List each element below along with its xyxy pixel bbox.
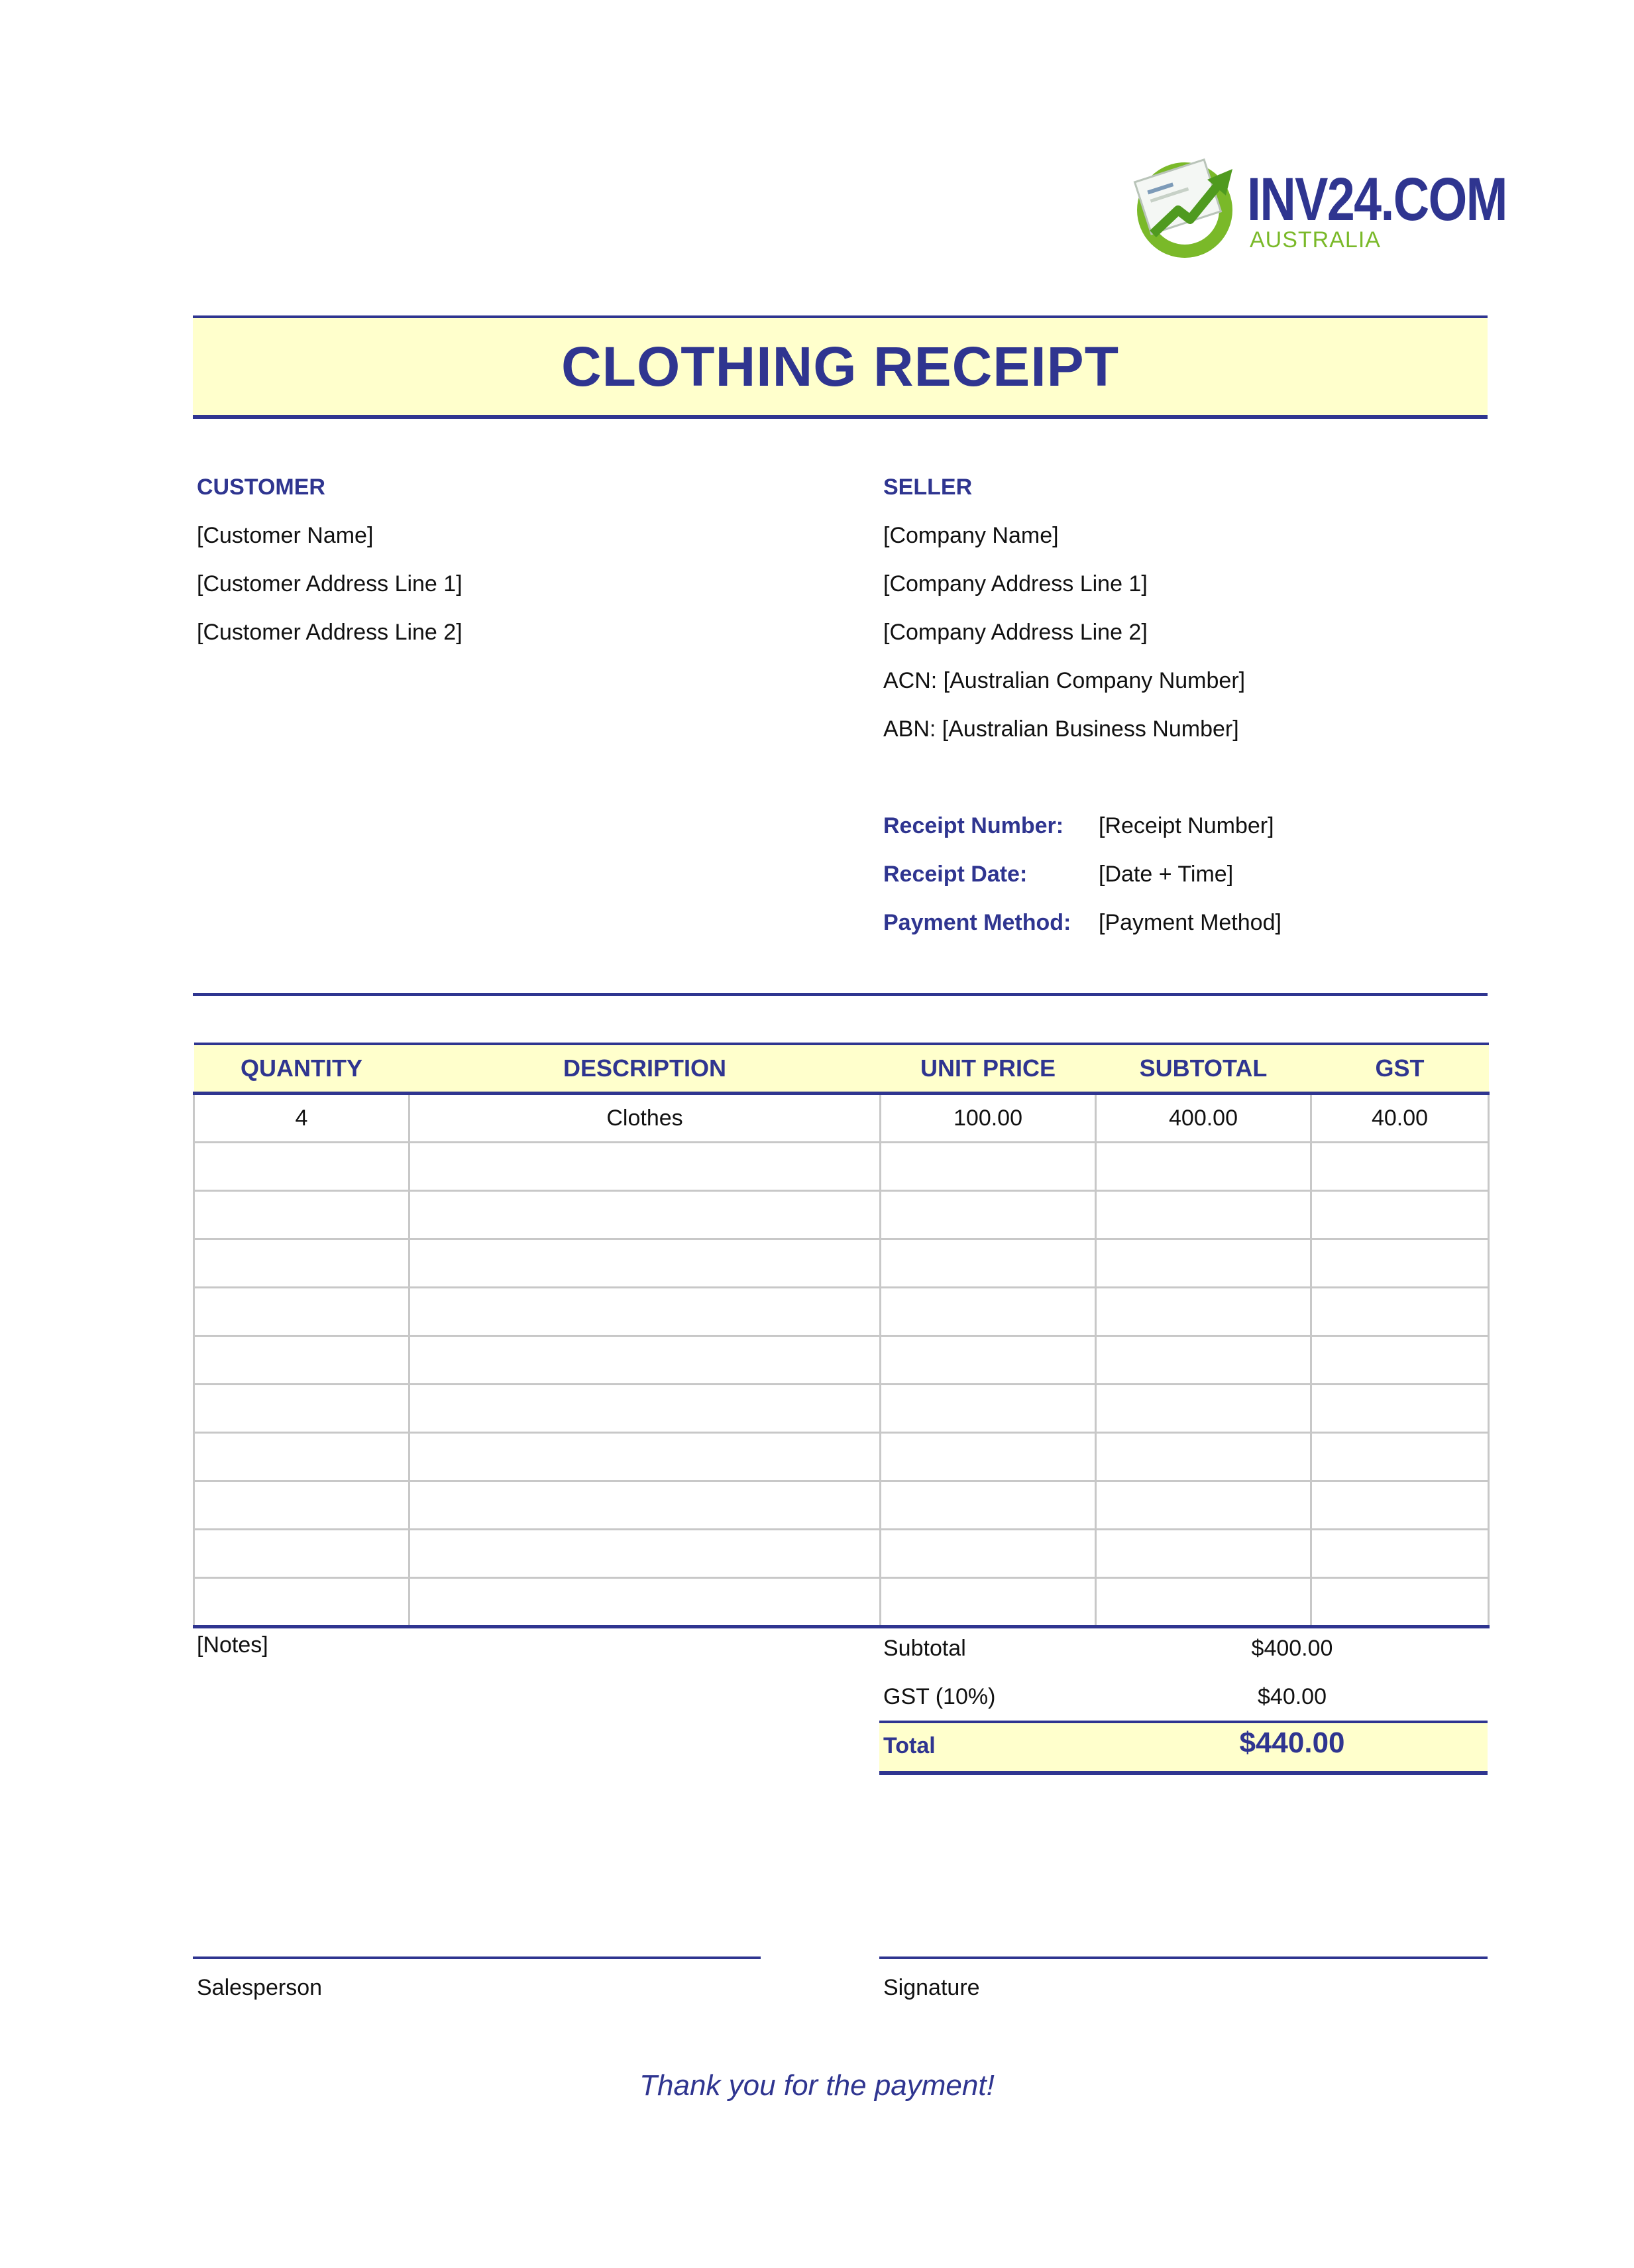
signature-label: Signature [883,1975,980,2000]
logo-wordmark: INV24.COM [1247,166,1507,233]
cell-subtotal [1096,1336,1311,1385]
cell-quantity [194,1481,409,1530]
table-row [194,1143,1489,1191]
cell-description [409,1578,881,1627]
title-band [193,315,1488,419]
gst-label: GST (10%) [883,1684,996,1709]
column-header-gst: GST [1311,1044,1489,1094]
seller-acn: ACN: [Australian Company Number] [883,668,1246,693]
seller-address-line-2: [Company Address Line 2] [883,620,1148,645]
cell-quantity: 4 [194,1094,409,1143]
customer-name: [Customer Name] [197,523,374,548]
cell-quantity [194,1530,409,1578]
cell-description [409,1481,881,1530]
cell-gst [1311,1433,1489,1481]
receipt-number-label: Receipt Number: [883,813,1064,838]
cell-subtotal [1096,1385,1311,1433]
table-row [194,1385,1489,1433]
cell-gst [1311,1336,1489,1385]
cell-gst [1311,1191,1489,1239]
seller-abn: ABN: [Australian Business Number] [883,716,1239,742]
cell-quantity [194,1385,409,1433]
cell-unit-price [881,1288,1096,1336]
table-row [194,1578,1489,1627]
cell-quantity [194,1433,409,1481]
table-row [194,1433,1489,1481]
cell-description [409,1143,881,1191]
cell-subtotal [1096,1578,1311,1627]
seller-heading: SELLER [883,475,973,500]
page-title: CLOTHING RECEIPT [561,335,1119,398]
cell-subtotal [1096,1143,1311,1191]
cell-subtotal [1096,1288,1311,1336]
signature-line [879,1956,1488,1959]
cell-unit-price [881,1336,1096,1385]
cell-gst [1311,1143,1489,1191]
cell-description [409,1191,881,1239]
cell-unit-price [881,1239,1096,1288]
table-row [194,1094,1489,1143]
cell-description [409,1239,881,1288]
cell-subtotal [1096,1481,1311,1530]
table-row [194,1336,1489,1385]
cell-unit-price [881,1578,1096,1627]
cell-gst [1311,1385,1489,1433]
cell-unit-price [881,1530,1096,1578]
cell-quantity [194,1239,409,1288]
seller-company-name: [Company Name] [883,523,1059,548]
cell-gst [1311,1481,1489,1530]
gst-value: $40.00 [1258,1684,1327,1709]
cell-description [409,1530,881,1578]
table-row [194,1288,1489,1336]
notes: [Notes] [197,1632,268,1658]
items-body [194,1094,1489,1627]
payment-method-label: Payment Method: [883,910,1071,935]
table-row [194,1239,1489,1288]
cell-subtotal [1096,1239,1311,1288]
cell-unit-price [881,1143,1096,1191]
seller-address-line-1: [Company Address Line 1] [883,571,1148,596]
cell-gst [1311,1578,1489,1627]
company-logo [1126,149,1246,262]
subtotal-value: $400.00 [1251,1636,1333,1661]
cell-quantity [194,1191,409,1239]
receipt-number-value: [Receipt Number] [1099,813,1274,838]
salesperson-line [193,1956,761,1959]
cell-unit-price [881,1191,1096,1239]
cell-unit-price: 100.00 [881,1094,1096,1143]
receipt-date-value: [Date + Time] [1099,862,1234,887]
thank-you-message: Thank you for the payment! [639,2069,995,2102]
cell-gst: 40.00 [1311,1094,1489,1143]
total-label: Total [883,1733,936,1758]
cell-quantity [194,1143,409,1191]
cell-gst [1311,1239,1489,1288]
cell-description: Clothes [409,1094,881,1143]
column-header-unit-price: UNIT PRICE [881,1044,1096,1094]
table-row [194,1481,1489,1530]
cell-subtotal: 400.00 [1096,1094,1311,1143]
customer-address-line-2: [Customer Address Line 2] [197,620,463,645]
table-row [194,1530,1489,1578]
subtotal-label: Subtotal [883,1636,966,1661]
salesperson-label: Salesperson [197,1975,323,2000]
items-table [193,1043,1490,1628]
logo-region: AUSTRALIA [1250,227,1381,253]
customer-heading: CUSTOMER [197,475,325,500]
cell-description [409,1385,881,1433]
table-row [194,1191,1489,1239]
column-header-quantity: QUANTITY [194,1044,409,1094]
cell-unit-price [881,1481,1096,1530]
cell-description [409,1433,881,1481]
cell-description [409,1288,881,1336]
receipt-date-label: Receipt Date: [883,862,1028,887]
column-header-subtotal: SUBTOTAL [1096,1044,1311,1094]
cell-quantity [194,1578,409,1627]
cell-unit-price [881,1385,1096,1433]
cell-gst [1311,1530,1489,1578]
cell-quantity [194,1288,409,1336]
cell-description [409,1336,881,1385]
table-header-row [194,1044,1489,1094]
total-value: $440.00 [1239,1727,1345,1759]
customer-address-line-1: [Customer Address Line 1] [197,571,463,596]
cell-unit-price [881,1433,1096,1481]
cell-subtotal [1096,1191,1311,1239]
cell-subtotal [1096,1530,1311,1578]
cell-quantity [194,1336,409,1385]
column-header-description: DESCRIPTION [409,1044,881,1094]
cell-subtotal [1096,1433,1311,1481]
payment-method-value: [Payment Method] [1099,910,1281,935]
section-divider [193,993,1488,996]
cell-gst [1311,1288,1489,1336]
